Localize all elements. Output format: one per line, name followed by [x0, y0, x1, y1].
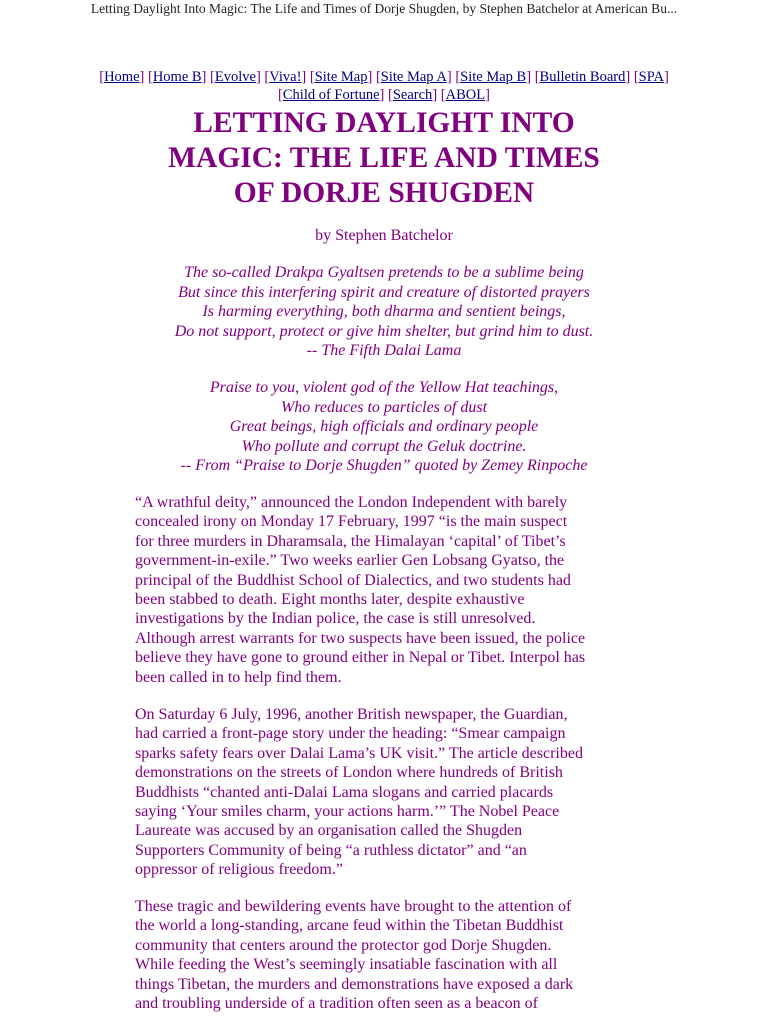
nav-link-home-b[interactable]: Home B: [152, 69, 202, 85]
paragraph-line: sparks safety fears over Dalai Lama’s UK visit.” The article described: [135, 744, 583, 762]
paragraph-line: been called in to help find them.: [135, 668, 342, 686]
epigraph-line: Praise to you, violent god of the Yellow Hat teachings,: [209, 379, 559, 396]
epigraph-fifth-dalai-lama: [0, 263, 768, 361]
paragraph-line: Supporters Community of being “a ruthless dictator” and “an: [135, 841, 527, 859]
paragraph-line: Buddhists “chanted anti-Dalai Lama slogans and carried placards: [135, 783, 554, 801]
epigraph-line: The so-called Drakpa Gyaltsen pretends to be a sublime being: [184, 264, 584, 281]
epigraph-line: Great beings, high officials and ordinary people: [229, 418, 539, 435]
body-paragraph: [135, 897, 635, 1013]
nav-link-search[interactable]: Search: [392, 87, 433, 103]
paragraph-line: While feeding the West’s seemingly insatiable fascination with all: [135, 956, 558, 974]
epigraph-line: But since this interfering spirit and creature of distorted prayers: [178, 283, 590, 301]
paragraph-line: community that centers around the protector god Dorje Shugden.: [135, 936, 552, 954]
nav-link-site-map-b[interactable]: Site Map B: [460, 69, 527, 85]
paragraph-line: investigations by the Indian police, the case is still unresolved.: [135, 610, 536, 628]
paragraph-line: Laureate was accused by an organisation called the Shugden: [135, 822, 523, 840]
epigraph-line: Who reduces to particles of dust: [280, 398, 488, 416]
page-title-line: LETTING DAYLIGHT INTO: [193, 107, 575, 139]
paragraph-line: believe they have gone to ground either in Nepal or Tibet. Interpol has: [135, 649, 586, 667]
nav-link-site-map[interactable]: Site Map: [314, 69, 368, 85]
nav-link-child-of-fortune[interactable]: Child of Fortune: [282, 87, 380, 103]
paragraph-line: “A wrathful deity,” announced the London Independent with barely: [135, 494, 568, 511]
nav-row-1: [Home] [Home B] [Evolve] [Viva!] [Site Map] [Site Map A] [Site Map B] [Bulletin Board] [SPA]: [99, 69, 669, 85]
paragraph-line: things Tibetan, the murders and demonstrations have exposed a dark: [135, 975, 574, 993]
nav-link-home[interactable]: Home: [104, 69, 140, 85]
paragraph-line: and troubling underside of a tradition often seen as a beacon of: [135, 995, 538, 1013]
paragraph-line: had carried a front-page story under the heading: “Smear campaign: [135, 725, 566, 743]
nav-link-viva[interactable]: Viva!: [269, 69, 302, 85]
page-title-line: OF DORJE SHUGDEN: [233, 177, 535, 209]
paragraph-line: oppressor of religious freedom.”: [135, 861, 343, 879]
epigraph-line: Who pollute and corrupt the Geluk doctrine.: [241, 437, 527, 455]
nav-link-abol[interactable]: ABOL: [445, 87, 486, 103]
nav-link-site-map-a[interactable]: Site Map A: [380, 69, 447, 85]
nav-link-bulletin-board[interactable]: Bulletin Board: [539, 69, 626, 85]
body-paragraph: [135, 493, 635, 687]
paragraph-line: for three murders in Dharamsala, the Himalayan ‘capital’ of Tibet’s: [135, 532, 566, 550]
nav-row-2: [Child of Fortune] [Search] [ABOL]: [278, 87, 490, 103]
paragraph-line: government-in-exile.” Two weeks earlier Gen Lobsang Gyatso, the: [135, 552, 565, 570]
paragraph-line: been stabbed to death. Eight months later, despite exhaustive: [135, 591, 525, 609]
page-title: [90, 106, 678, 211]
paragraph-line: concealed irony on Monday 17 February, 1997 “is the main suspect: [135, 513, 568, 531]
epigraph-line: Do not support, protect or give him shelter, but grind him to dust.: [174, 322, 594, 340]
author-byline: by Stephen Batchelor: [315, 227, 453, 244]
paragraph-line: saying ‘Your smiles charm, your actions harm.’” The Nobel Peace: [135, 803, 560, 821]
paragraph-line: principal of the Buddhist School of Dialectics, and two students had: [135, 571, 571, 589]
epigraph-praise-to-dorje-shugden: [0, 378, 768, 476]
nav-link-spa[interactable]: SPA: [638, 69, 664, 85]
epigraph-attribution: -- The Fifth Dalai Lama: [306, 342, 462, 359]
epigraph-attribution: -- From “Praise to Dorje Shugden” quoted by Zemey Rinpoche: [180, 457, 588, 474]
browser-tab-title: Letting Daylight Into Magic: The Life and Times of Dorje Shugden, by Stephen Batchelor at American Bu...: [90, 1, 678, 16]
nav-link-evolve[interactable]: Evolve: [214, 69, 256, 85]
paragraph-line: demonstrations on the streets of London where hundreds of British: [135, 764, 563, 782]
paragraph-line: On Saturday 6 July, 1996, another British newspaper, the Guardian,: [135, 706, 568, 723]
page-title-line: MAGIC: THE LIFE AND TIMES: [168, 142, 600, 174]
body-paragraph: [135, 705, 635, 880]
site-navigation: [60, 68, 708, 104]
paragraph-line: the world a long-standing, arcane feud within the Tibetan Buddhist: [135, 917, 564, 935]
paragraph-line: These tragic and bewildering events have brought to the attention of: [135, 898, 572, 915]
epigraph-line: Is harming everything, both dharma and sentient beings,: [202, 303, 566, 320]
paragraph-line: Although arrest warrants for two suspects have been issued, the police: [135, 629, 586, 647]
